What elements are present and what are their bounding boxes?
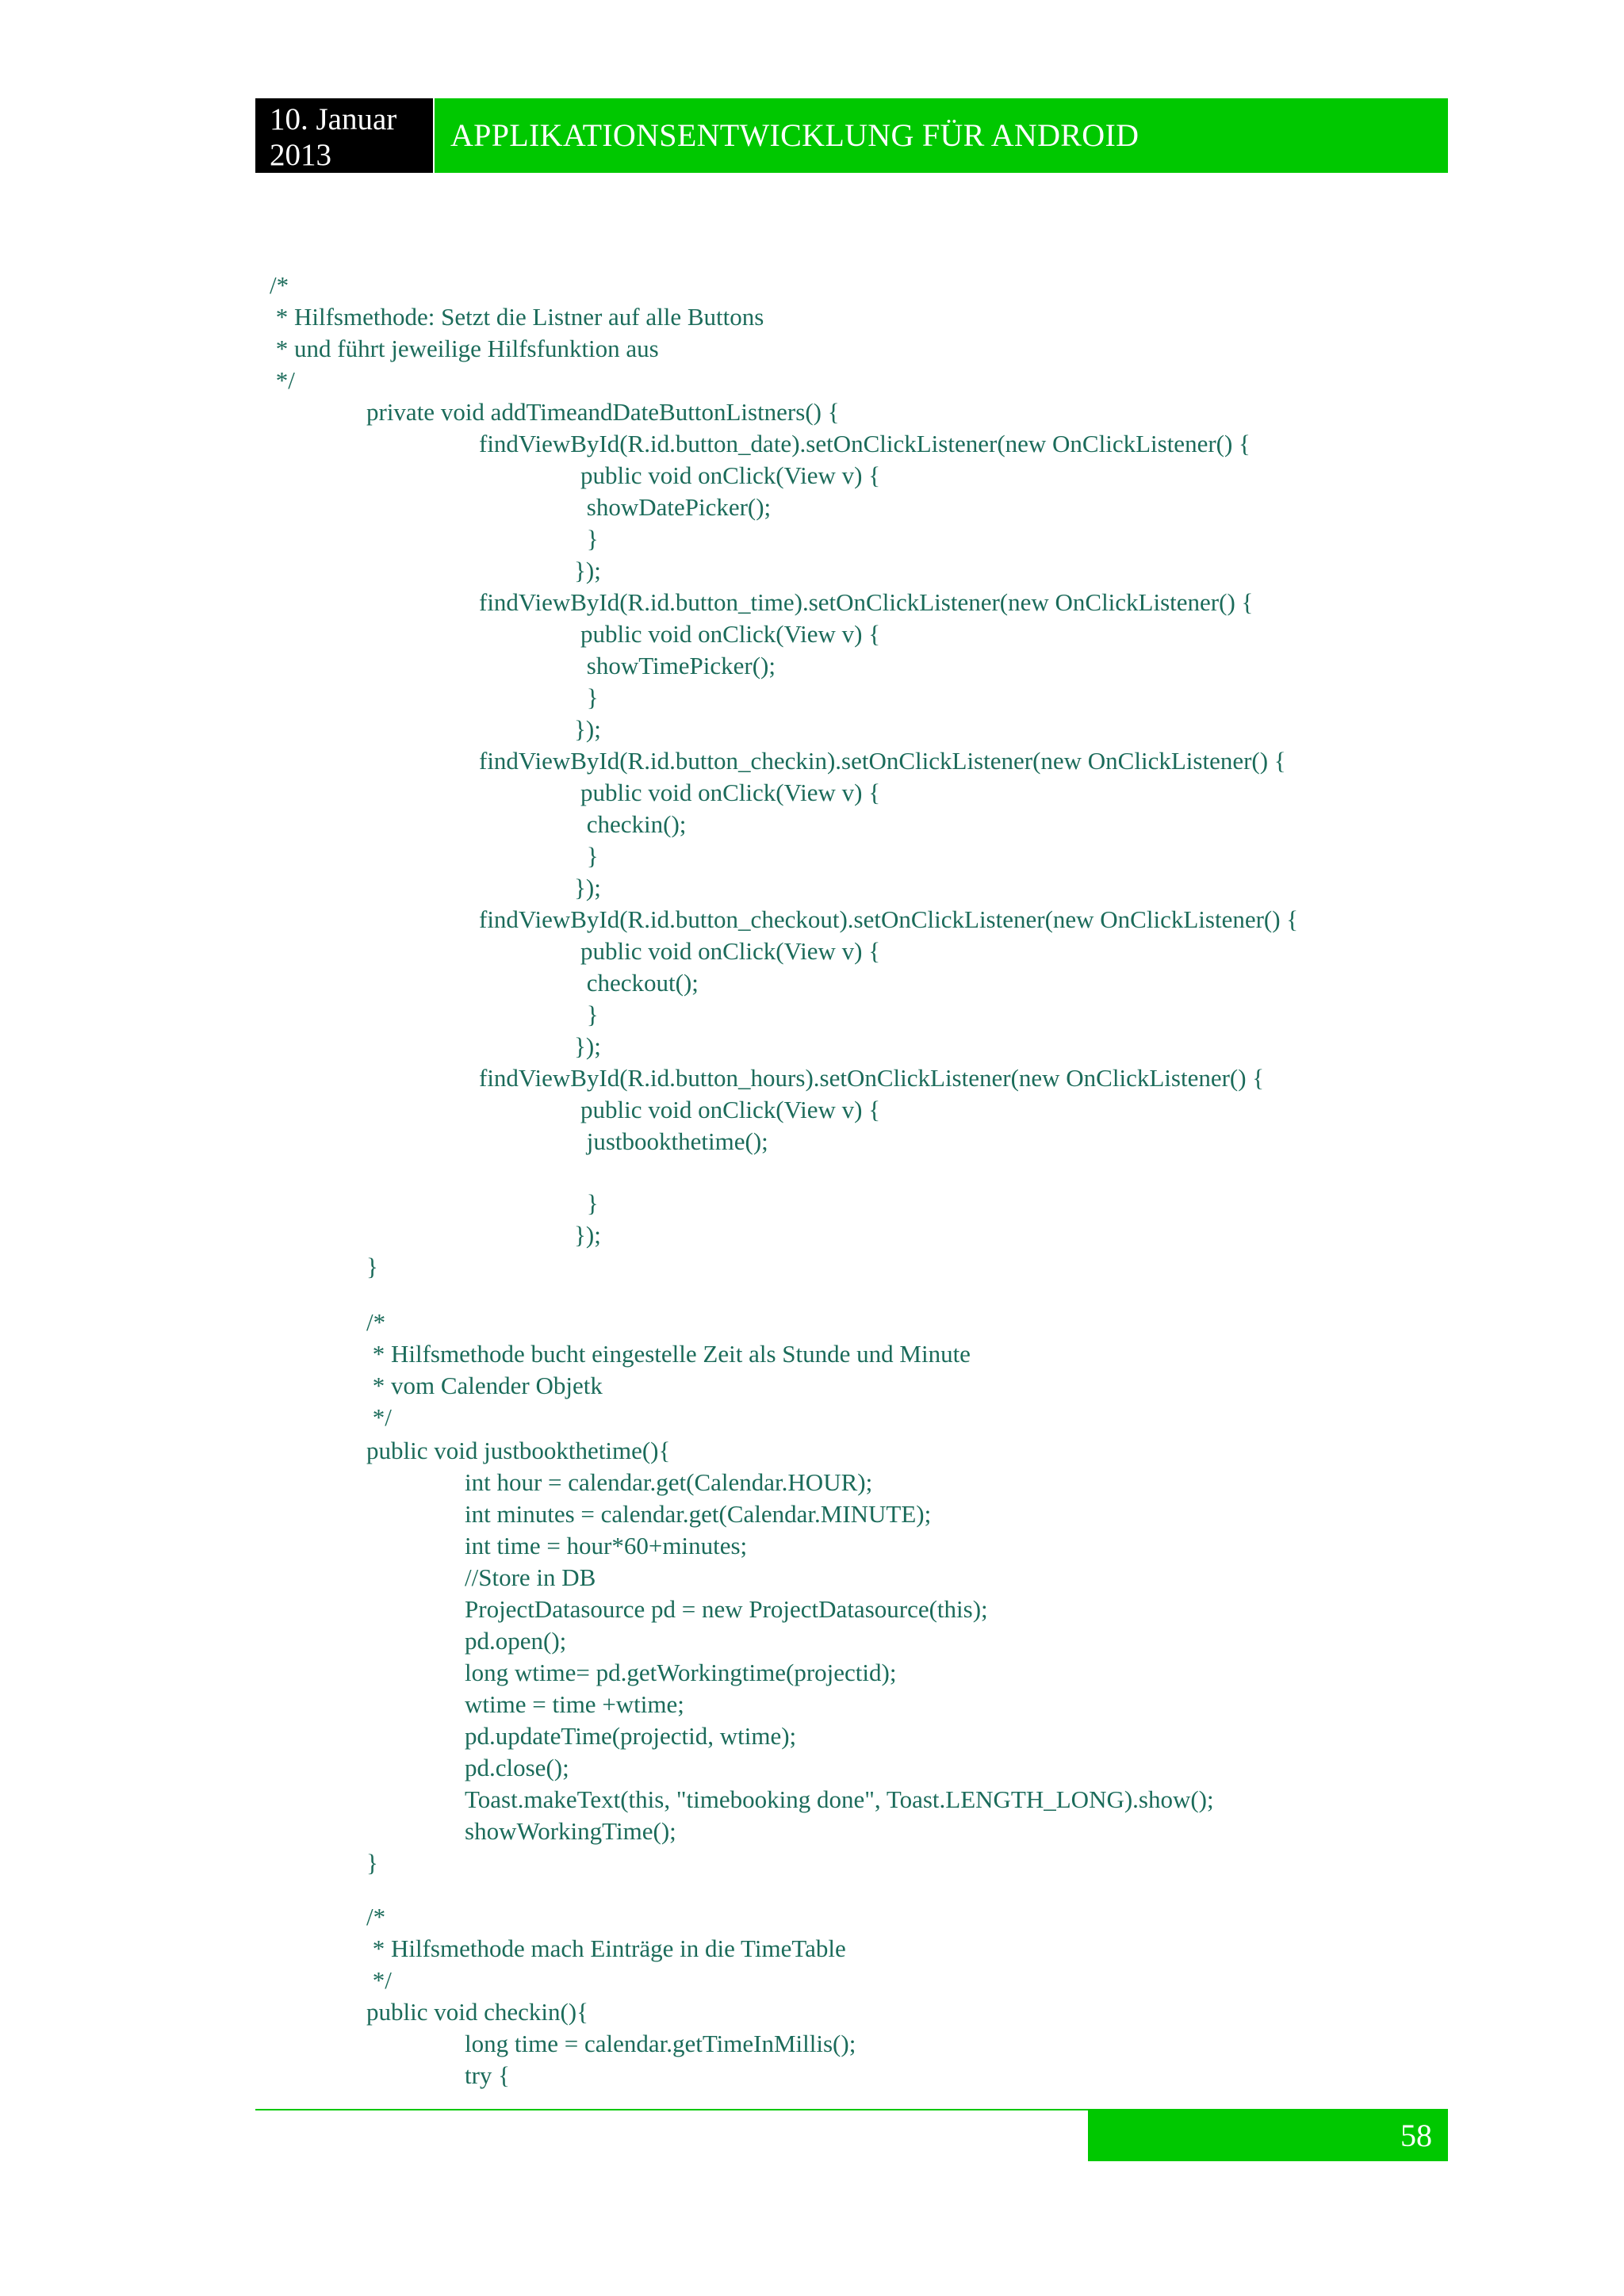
code-line: findViewById(R.id.button_hours).setOnClickListener(new OnClickListener() { [479,1064,1265,1092]
code-line: * und führt jeweilige Hilfsfunktion aus [270,335,659,362]
code-line: long wtime= pd.getWorkingtime(projectid); [465,1659,897,1686]
code-line: long time = calendar.getTimeInMillis(); [465,2030,856,2057]
code-line: public void onClick(View v) { [580,1096,881,1123]
code-line: */ [366,1403,392,1431]
code-line: findViewById(R.id.button_checkin).setOnClickListener(new OnClickListener() { [479,747,1286,775]
header-date-line1: 10. Januar [270,102,397,136]
code-line: } [366,1253,378,1280]
code-line: pd.close(); [465,1754,569,1781]
code-line: }); [574,1032,601,1060]
code-line: * Hilfsmethode bucht eingestelle Zeit als Stunde und Minute [366,1340,971,1368]
code-line: }); [574,715,601,743]
code-line: public void checkin(){ [366,1998,589,2026]
code-line: */ [270,366,295,394]
code-line: /* [366,1308,386,1336]
code-line: }); [574,874,601,901]
code-line: } [366,1849,378,1877]
code-line: checkout(); [580,969,699,997]
code-line: findViewById(R.id.button_checkout).setOnClickListener(new OnClickListener() { [479,905,1299,933]
code-line: } [580,525,599,553]
header-title: APPLIKATIONSENTWICKLUNG FÜR ANDROID [450,117,1139,153]
code-line: * Hilfsmethode: Setzt die Listner auf alle Buttons [270,303,764,331]
code-line: justbookthetime(); [580,1127,768,1155]
footer-page-box [1088,2110,1448,2161]
code-line: } [580,683,599,711]
code-line: /* [366,1903,386,1931]
code-line: wtime = time +wtime; [465,1690,684,1718]
code-line: int time = hour*60+minutes; [465,1532,748,1559]
code-line: Toast.makeText(this, "timebooking done", Toast.LENGTH_LONG).show(); [465,1785,1214,1813]
code-line: pd.updateTime(projectid, wtime); [465,1722,797,1750]
code-line: } [580,1001,599,1028]
code-line: /* [270,271,289,299]
code-line: * vom Calender Objetk [366,1372,603,1399]
code-line: int hour = calendar.get(Calendar.HOUR); [465,1468,873,1496]
code-line: showTimePicker(); [580,652,776,679]
code-line: int minutes = calendar.get(Calendar.MINUTE); [465,1500,932,1528]
code-line: pd.open(); [465,1627,567,1655]
code-line: try { [465,2061,511,2089]
code-line: }); [574,1221,601,1249]
code-line: //Store in DB [465,1563,596,1591]
code-line: public void justbookthetime(){ [366,1437,671,1464]
code-line: ProjectDatasource pd = new ProjectDatasource(this); [465,1595,988,1623]
code-line: public void onClick(View v) { [580,620,881,648]
code-line: */ [366,1966,392,1994]
code-line: checkin(); [580,810,687,838]
code-line: showWorkingTime(); [465,1817,676,1845]
code-line: public void onClick(View v) { [580,461,881,489]
code-line: }); [574,557,601,584]
page-number: 58 [1400,2118,1432,2153]
code-line: public void onClick(View v) { [580,937,881,965]
code-line: findViewById(R.id.button_date).setOnClickListener(new OnClickListener() { [479,430,1251,457]
code-line: public void onClick(View v) { [580,779,881,806]
code-line: findViewById(R.id.button_time).setOnClickListener(new OnClickListener() { [479,588,1254,616]
code-line: } [580,1189,599,1217]
code-line: * Hilfsmethode mach Einträge in die TimeTable [366,1934,846,1962]
code-line: showDatePicker(); [580,493,772,521]
code-line: private void addTimeandDateButtonListners() { [366,398,840,426]
code-line: } [580,842,599,870]
header-date-line2: 2013 [270,138,331,172]
